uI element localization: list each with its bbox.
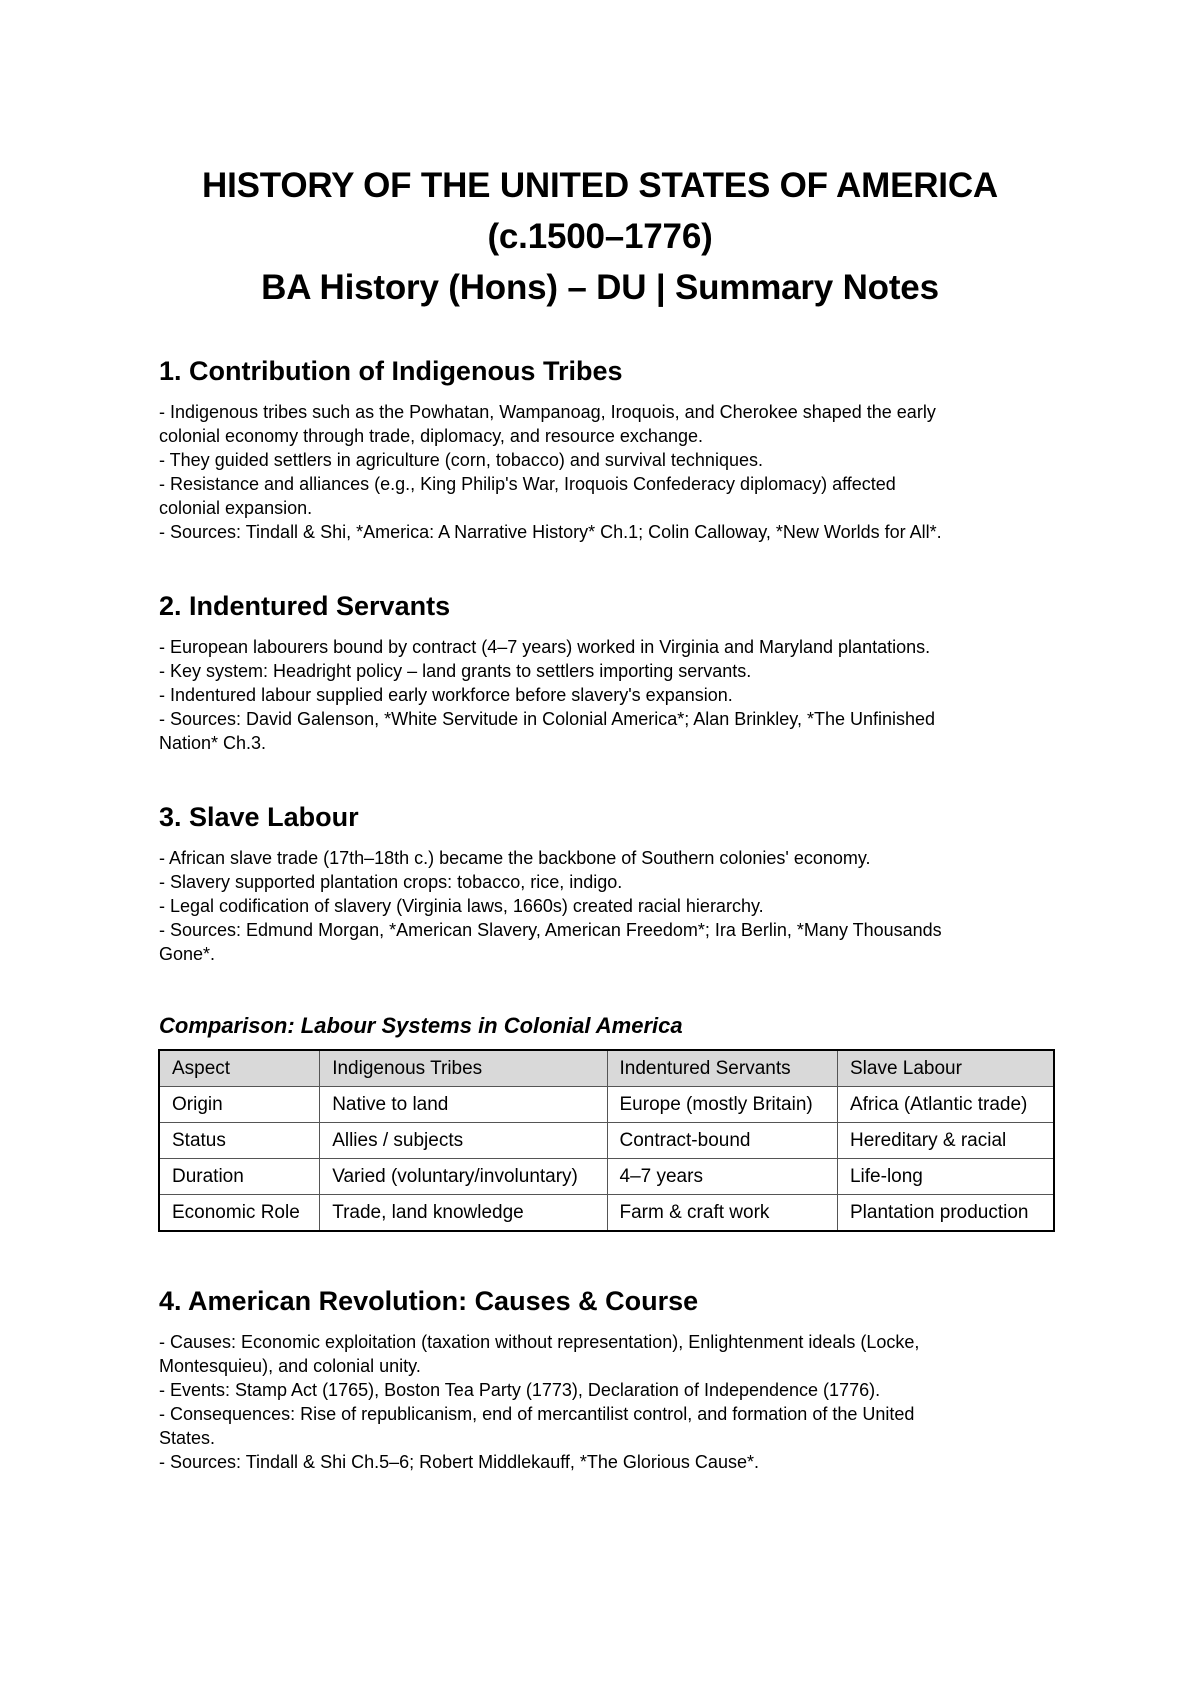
text-line: Montesquieu), and colonial unity. bbox=[159, 1356, 421, 1376]
text-line: States. bbox=[159, 1428, 216, 1448]
text-line: - Sources: Tindall & Shi, *America: A Narrative History* Ch.1; Colin Calloway, *New Worlds for All*. bbox=[159, 522, 942, 542]
table-cell: Status bbox=[159, 1123, 320, 1159]
table-cell: Life-long bbox=[837, 1159, 1054, 1195]
table-header-row bbox=[159, 1050, 1054, 1087]
title-line-1: HISTORY OF THE UNITED STATES OF AMERICA bbox=[202, 166, 998, 205]
text-line: - Key system: Headright policy – land grants to settlers importing servants. bbox=[159, 661, 752, 681]
section-slave-labour bbox=[159, 800, 1059, 966]
text-line: - They guided settlers in agriculture (corn, tobacco) and survival techniques. bbox=[159, 450, 763, 470]
table-row bbox=[159, 1087, 1054, 1123]
table-header-cell: Aspect bbox=[159, 1050, 320, 1087]
table-cell: Farm & craft work bbox=[607, 1195, 837, 1232]
table-row bbox=[159, 1159, 1054, 1195]
table-header-cell: Slave Labour bbox=[837, 1050, 1054, 1087]
table-cell: Hereditary & racial bbox=[837, 1123, 1054, 1159]
section-heading: 3. Slave Labour bbox=[159, 802, 359, 832]
text-line: - Resistance and alliances (e.g., King Philip's War, Iroquois Confederacy diplomacy) affected bbox=[159, 474, 896, 494]
text-line: Gone*. bbox=[159, 944, 216, 964]
table-cell: Native to land bbox=[320, 1087, 607, 1123]
text-line: - African slave trade (17th–18th c.) became the backbone of Southern colonies' economy. bbox=[159, 848, 871, 868]
text-line: - Indigenous tribes such as the Powhatan, Wampanoag, Iroquois, and Cherokee shaped the early bbox=[159, 402, 936, 422]
document-title bbox=[0, 160, 1200, 313]
table-cell: Contract-bound bbox=[607, 1123, 837, 1159]
section-indentured-servants bbox=[159, 589, 1059, 755]
text-line: - Sources: Edmund Morgan, *American Slavery, American Freedom*; Ira Berlin, *Many Thousands bbox=[159, 920, 942, 940]
table-cell: Africa (Atlantic trade) bbox=[837, 1087, 1054, 1123]
table-header-cell: Indentured Servants bbox=[607, 1050, 837, 1087]
text-line: colonial expansion. bbox=[159, 498, 313, 518]
table-row bbox=[159, 1195, 1054, 1232]
section-indigenous-tribes bbox=[159, 354, 1059, 544]
text-line: - Events: Stamp Act (1765), Boston Tea Party (1773), Declaration of Independence (1776). bbox=[159, 1380, 881, 1400]
text-line: - Consequences: Rise of republicanism, end of mercantilist control, and formation of the United bbox=[159, 1404, 915, 1424]
table-cell: Duration bbox=[159, 1159, 320, 1195]
text-line: - Sources: Tindall & Shi Ch.5–6; Robert Middlekauff, *The Glorious Cause*. bbox=[159, 1452, 759, 1472]
section-heading: 2. Indentured Servants bbox=[159, 591, 451, 621]
text-line: Nation* Ch.3. bbox=[159, 733, 267, 753]
table-header-cell: Indigenous Tribes bbox=[320, 1050, 607, 1087]
text-line: - Sources: David Galenson, *White Servitude in Colonial America*; Alan Brinkley, *The Unfinished bbox=[159, 709, 936, 729]
section-american-revolution bbox=[159, 1284, 1059, 1474]
text-line: - Causes: Economic exploitation (taxation without representation), Enlightenment ideals (Locke, bbox=[159, 1332, 920, 1352]
table-cell: Trade, land knowledge bbox=[320, 1195, 607, 1232]
table-cell: Varied (voluntary/involuntary) bbox=[320, 1159, 607, 1195]
text-line: - Slavery supported plantation crops: tobacco, rice, indigo. bbox=[159, 872, 623, 892]
title-line-3: BA History (Hons) – DU | Summary Notes bbox=[261, 268, 939, 307]
section-heading: 1. Contribution of Indigenous Tribes bbox=[159, 356, 623, 386]
table-cell: Europe (mostly Britain) bbox=[607, 1087, 837, 1123]
table-caption: Comparison: Labour Systems in Colonial America bbox=[159, 1013, 683, 1038]
table-cell: 4–7 years bbox=[607, 1159, 837, 1195]
text-line: - Legal codification of slavery (Virginia laws, 1660s) created racial hierarchy. bbox=[159, 896, 764, 916]
comparison-table bbox=[158, 1049, 1055, 1232]
table-cell: Allies / subjects bbox=[320, 1123, 607, 1159]
table-cell: Origin bbox=[159, 1087, 320, 1123]
table-cell: Economic Role bbox=[159, 1195, 320, 1232]
section-heading: 4. American Revolution: Causes & Course bbox=[159, 1286, 699, 1316]
table-row bbox=[159, 1123, 1054, 1159]
table-cell: Plantation production bbox=[837, 1195, 1054, 1232]
text-line: - European labourers bound by contract (4–7 years) worked in Virginia and Maryland plantations. bbox=[159, 637, 931, 657]
text-line: colonial economy through trade, diplomacy, and resource exchange. bbox=[159, 426, 703, 446]
title-line-2: (c.1500–1776) bbox=[487, 217, 713, 256]
text-line: - Indentured labour supplied early workforce before slavery's expansion. bbox=[159, 685, 733, 705]
